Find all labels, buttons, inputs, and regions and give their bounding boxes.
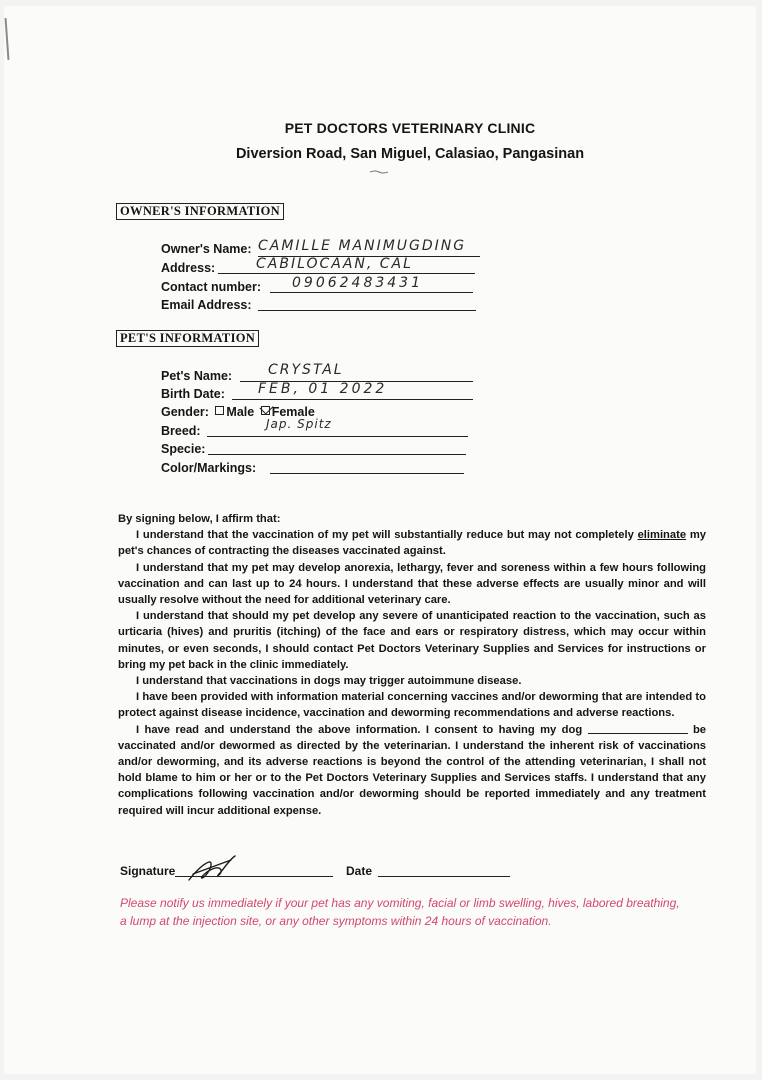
clinic-name: PET DOCTORS VETERINARY CLINIC — [284, 120, 536, 136]
date-field[interactable] — [378, 862, 510, 877]
pet-name-value: CRYSTAL — [268, 362, 344, 378]
owner-email-label: Email Address: — [161, 298, 252, 312]
consent-p1-text-a: I understand that the vaccination of my pet will substantially reduce but may not completely — [136, 529, 638, 542]
pet-name-label: Pet's Name: — [161, 369, 233, 383]
consent-p1-underlined: eliminate — [637, 529, 687, 542]
breed-field[interactable] — [207, 422, 468, 437]
owner-contact-value: 09062483431 — [292, 275, 423, 291]
gender-label: Gender: — [161, 405, 209, 419]
owner-name-label: Owner's Name: — [161, 242, 252, 256]
birth-date-label: Birth Date: — [161, 387, 225, 401]
date-label: Date — [346, 864, 373, 878]
consent-paragraph-5: I have been provided with information material concerning vaccines and/or deworming that are intended to protect against disease incidence, vaccination and deworming recommendations and adverse reactions. — [118, 691, 706, 720]
consent-text — [118, 511, 706, 819]
pet-section-title: PET'S INFORMATION — [116, 330, 259, 347]
consent-paragraph-1 — [118, 527, 706, 559]
specie-label: Specie: — [161, 442, 206, 456]
handwritten-signature — [185, 850, 245, 888]
owner-address-value: CABILOCAAN, CAL — [256, 256, 413, 272]
breed-label: Breed: — [161, 424, 201, 438]
pen-scribble-mark — [370, 170, 388, 174]
dog-name-blank[interactable] — [588, 723, 688, 734]
owner-section-title: OWNER'S INFORMATION — [116, 203, 284, 220]
birth-date-value: FEB, 01 2022 — [258, 381, 388, 397]
owner-email-field[interactable] — [258, 296, 476, 311]
specie-field[interactable] — [208, 440, 466, 455]
gender-female-label: Female — [271, 405, 315, 419]
signature-label: Signature — [120, 864, 176, 878]
color-markings-field[interactable] — [270, 459, 464, 474]
owner-name-value: CAMILLE MANIMUGDING — [258, 238, 467, 254]
gender-female-checkbox[interactable] — [261, 406, 270, 415]
breed-value: Jap. Spitz — [266, 417, 332, 431]
consent-paragraph-6 — [118, 722, 706, 819]
consent-p6-text-b: be vaccinated and/or dewormed as directed by the veterinarian. I understand the inherent risk of vaccinations and/or deworming, and its adverse reactions is beyond the control of the attending veterinarian, I shall not hold blame to him or her or to the Pet Doctors Veterinary Supplies and Services staffs. I understand that any complications following vaccination and/or deworming should be reported immediately and any treatment required will incur additional expense. — [118, 723, 706, 817]
consent-paragraph-4: I understand that vaccinations in dogs may trigger autoimmune disease. — [136, 675, 522, 688]
clinic-address: Diversion Road, San Miguel, Calasiao, Pangasinan — [235, 146, 585, 162]
notice-text: Please notify us immediately if your pet has any vomiting, facial or limb swelling, hives, labored breathing, a lump at the injection site, or any other symptoms within 24 hours of vaccination. — [120, 896, 680, 928]
color-markings-label: Color/Markings: — [161, 461, 257, 475]
owner-address-label: Address: — [161, 261, 216, 275]
consent-paragraph-2: I understand that my pet may develop anorexia, lethargy, fever and soreness within a few hours following vaccination and can last up to 24 hours. I understand that these adverse effects are usually minor and will usually resolve without the need for additional veterinary care. — [118, 561, 706, 607]
consent-intro: By signing below, I affirm that: — [118, 513, 281, 525]
gender-male-checkbox[interactable] — [215, 406, 224, 415]
consent-p6-text-a: I have read and understand the above information. I consent to having my dog — [136, 723, 583, 736]
gender-male-label: Male — [226, 405, 255, 419]
owner-contact-label: Contact number: — [161, 280, 261, 294]
consent-paragraph-3: I understand that should my pet develop any severe of unanticipated reaction to the vaccination, such as urticaria (hives) and pruritis (itching) of the face and ears or respiratory distress, which may occur within minutes, or even seconds, I should contact Pet Doctors Veterinary Supplies and Services for instructions or bring my pet back in the clinic immediately. — [118, 610, 706, 671]
consent-p1-text-b: my pet's chances of contracting the diseases vaccinated against. — [118, 529, 706, 558]
